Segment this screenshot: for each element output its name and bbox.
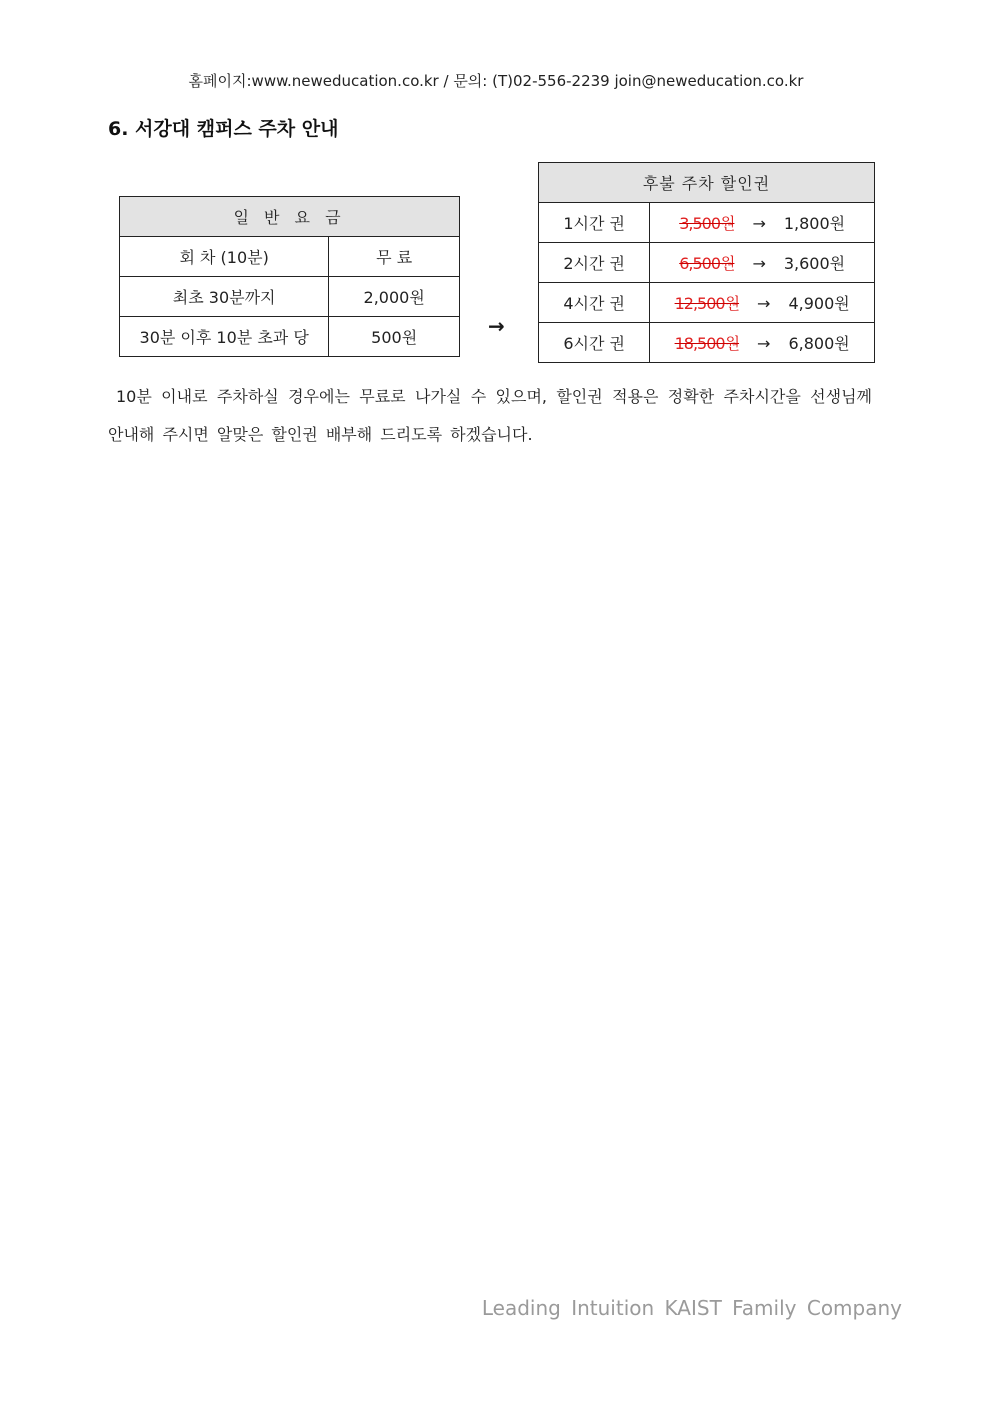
new-price: 1,800원 <box>783 214 846 233</box>
discount-ticket-table <box>538 162 875 363</box>
fee-row-label: 최초 30분까지 <box>120 277 329 317</box>
header-contact-line: 홈페이지:www.neweducation.co.kr / 문의: (T)02-556-2239 join@neweducation.co.kr <box>188 72 804 90</box>
fee-table-row <box>120 237 460 277</box>
ticket-label: 6시간 권 <box>539 323 650 363</box>
discount-table-row <box>539 203 875 243</box>
fee-table-header-row <box>120 197 460 237</box>
new-price: 3,600원 <box>783 254 846 273</box>
fee-row-value: 2,000원 <box>329 277 460 317</box>
right-arrow-icon: → <box>488 314 505 338</box>
ticket-price-cell <box>650 243 875 283</box>
discount-table-header-row <box>539 163 875 203</box>
new-price: 4,900원 <box>788 294 850 313</box>
fee-table-header: 일 반 요 금 <box>120 197 460 237</box>
old-price: 12,500원 <box>674 294 740 313</box>
fee-row-value: 500원 <box>329 317 460 357</box>
price-arrow-icon: → <box>757 334 771 353</box>
ticket-label: 2시간 권 <box>539 243 650 283</box>
price-arrow-icon: → <box>752 214 766 233</box>
old-price: 3,500원 <box>679 214 735 233</box>
ticket-price-cell <box>650 203 875 243</box>
discount-table-row <box>539 323 875 363</box>
old-price: 6,500원 <box>679 254 735 273</box>
fee-row-label: 회 차 (10분) <box>120 237 329 277</box>
price-arrow-icon: → <box>757 294 771 313</box>
section-title: 6. 서강대 캠퍼스 주차 안내 <box>108 118 339 140</box>
fee-table-row <box>120 277 460 317</box>
discount-table-row <box>539 283 875 323</box>
fee-row-label: 30분 이후 10분 초과 당 <box>120 317 329 357</box>
ticket-label: 1시간 권 <box>539 203 650 243</box>
general-fee-table <box>119 196 460 357</box>
ticket-price-cell <box>650 323 875 363</box>
old-price: 18,500원 <box>674 334 740 353</box>
discount-table-header: 후불 주차 할인권 <box>539 163 875 203</box>
ticket-label: 4시간 권 <box>539 283 650 323</box>
fee-table-row <box>120 317 460 357</box>
price-arrow-icon: → <box>752 254 766 273</box>
parking-note: 10분 이내로 주차하실 경우에는 무료로 나가실 수 있으며, 할인권 적용은 정확한 주차시간을 선생님께 안내해 주시면 알맞은 할인권 배부해 드리도록 하겠습니다. <box>108 387 872 444</box>
ticket-price-cell <box>650 283 875 323</box>
footer-tagline: Leading Intuition KAIST Family Company <box>481 1296 902 1320</box>
discount-table-row <box>539 243 875 283</box>
fee-row-value: 무 료 <box>329 237 460 277</box>
new-price: 6,800원 <box>788 334 850 353</box>
